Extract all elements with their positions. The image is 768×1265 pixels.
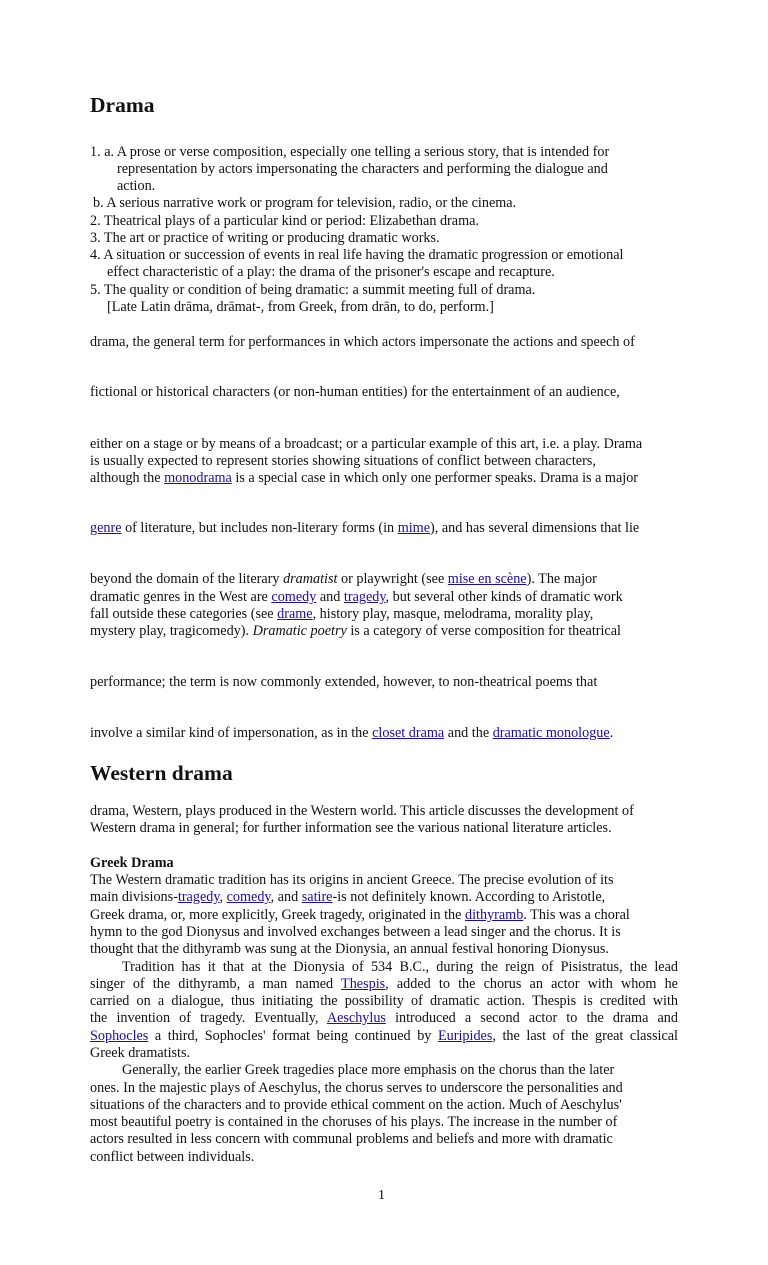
para-line: dramatic genres in the West are comedy and tragedy, but several other kinds of dramatic work: [90, 589, 623, 605]
definition-4-line2: effect characteristic of a play: the drama of the prisoner's escape and recapture.: [107, 264, 555, 280]
para-line: thought that the dithyramb was sung at the Dionysia, an annual festival honoring Dionysus.: [90, 941, 609, 957]
definition-5: 5. The quality or condition of being dramatic: a summit meeting full of drama.: [90, 282, 536, 298]
definition-1a-line2: representation by actors impersonating the characters and performing the dialogue and: [117, 161, 608, 177]
section-heading-western-drama: Western drama: [90, 761, 233, 785]
para-line: main divisions-tragedy, comedy, and satire-is not definitely known. According to Aristotle,: [90, 889, 606, 905]
etymology: [Late Latin drāma, drāmat-, from Greek, from drān, to do, perform.]: [107, 299, 494, 315]
subheading-greek-drama: Greek Drama: [90, 855, 174, 871]
dramatic-monologue-link[interactable]: dramatic monologue: [492, 725, 610, 741]
para-line: ones. In the majestic plays of Aeschylus, the chorus serves to underscore the personalities and: [90, 1080, 623, 1096]
para-line: Western drama in general; for further information see the various national literature articles.: [90, 820, 612, 836]
definition-1b: b. A serious narrative work or program for television, radio, or the cinema.: [93, 195, 517, 211]
definition-1a-line3: action.: [117, 178, 156, 194]
para-line: Sophocles a third, Sophocles' format being continued by Euripides, the last of the great classical: [90, 1028, 678, 1044]
page-title: Drama: [90, 93, 155, 117]
definition-2: 2. Theatrical plays of a particular kind or period: Elizabethan drama.: [90, 213, 479, 229]
para-line: singer of the dithyramb, a man named Thespis, added to the chorus an actor with whom he: [90, 976, 678, 992]
comedy-link[interactable]: comedy: [226, 889, 271, 905]
para-line: Greek drama, or, more explicitly, Greek tragedy, originated in the dithyramb. This was a choral: [90, 907, 630, 923]
para-line: fictional or historical characters (or non-human entities) for the entertainment of an audience,: [90, 384, 620, 400]
para-line: The Western dramatic tradition has its origins in ancient Greece. The precise evolution of its: [90, 872, 614, 888]
para-line: drama, Western, plays produced in the Western world. This article discusses the development of: [90, 803, 634, 819]
monodrama-link[interactable]: monodrama: [164, 470, 232, 486]
definition-4-line1: 4. A situation or succession of events in real life having the dramatic progression or emotional: [90, 247, 624, 263]
para-line: mystery play, tragicomedy). Dramatic poetry is a category of verse composition for theatrical: [90, 623, 621, 639]
para-line: genre of literature, but includes non-literary forms (in mime), and has several dimensions that lie: [90, 520, 640, 536]
mime-link[interactable]: mime: [397, 520, 431, 536]
para-line: situations of the characters and to provide ethical comment on the action. Much of Aeschylus': [90, 1097, 622, 1113]
para-line: fall outside these categories (see drame, history play, masque, melodrama, morality play,: [90, 606, 594, 622]
mise-en-scene-link[interactable]: mise en scène: [447, 571, 527, 587]
para-line: is usually expected to represent stories showing situations of conflict between characters,: [90, 453, 596, 469]
closet-drama-link[interactable]: closet drama: [372, 725, 445, 741]
para-line: although the monodrama is a special case in which only one performer speaks. Drama is a major: [90, 470, 639, 486]
comedy-link[interactable]: comedy: [271, 589, 317, 605]
dithyramb-link[interactable]: dithyramb: [465, 907, 524, 923]
para-line: actors resulted in less concern with communal problems and beliefs and more with dramatic: [90, 1131, 613, 1147]
tragedy-link[interactable]: tragedy: [343, 589, 386, 605]
para-line: either on a stage or by means of a broadcast; or a particular example of this art, i.e. a play. Drama: [90, 436, 643, 452]
drame-link[interactable]: drame: [277, 606, 313, 622]
tragedy-link[interactable]: tragedy: [177, 889, 220, 905]
para-line: drama, the general term for performances in which actors impersonate the actions and speech of: [90, 334, 635, 350]
definition-1a-line1: 1. a. A prose or verse composition, especially one telling a serious story, that is intended for: [90, 144, 610, 160]
para-line: Tradition has it that at the Dionysia of 534 B.C., during the reign of Pisistratus, the lead: [122, 959, 678, 975]
para-line: conflict between individuals.: [90, 1149, 255, 1165]
definition-3: 3. The art or practice of writing or producing dramatic works.: [90, 230, 440, 246]
euripides-link[interactable]: Euripides: [437, 1028, 493, 1044]
para-line: the invention of tragedy. Eventually, Aeschylus introduced a second actor to the drama and: [90, 1010, 678, 1026]
genre-link[interactable]: genre: [90, 520, 122, 536]
sophocles-link[interactable]: Sophocles: [90, 1028, 149, 1044]
page-number: 1: [378, 1188, 385, 1203]
para-line: most beautiful poetry is contained in the choruses of his plays. The increase in the number of: [90, 1114, 618, 1130]
para-line: performance; the term is now commonly extended, however, to non-theatrical poems that: [90, 674, 598, 690]
para-line: carried on a dialogue, thus initiating the possibility of dramatic action. Thespis is credited with: [90, 993, 678, 1009]
para-line: Greek dramatists.: [90, 1045, 191, 1061]
para-line: beyond the domain of the literary dramatist or playwright (see mise en scène). The major: [90, 571, 597, 587]
para-line: hymn to the god Dionysus and involved exchanges between a lead singer and the chorus. It is: [90, 924, 621, 940]
para-line: involve a similar kind of impersonation, as in the closet drama and the dramatic monologue.: [90, 725, 614, 741]
satire-link[interactable]: satire: [301, 889, 333, 905]
aeschylus-link[interactable]: Aeschylus: [326, 1010, 386, 1026]
para-line: Generally, the earlier Greek tragedies place more emphasis on the chorus than the later: [122, 1062, 615, 1078]
thespis-link[interactable]: Thespis: [341, 976, 386, 992]
